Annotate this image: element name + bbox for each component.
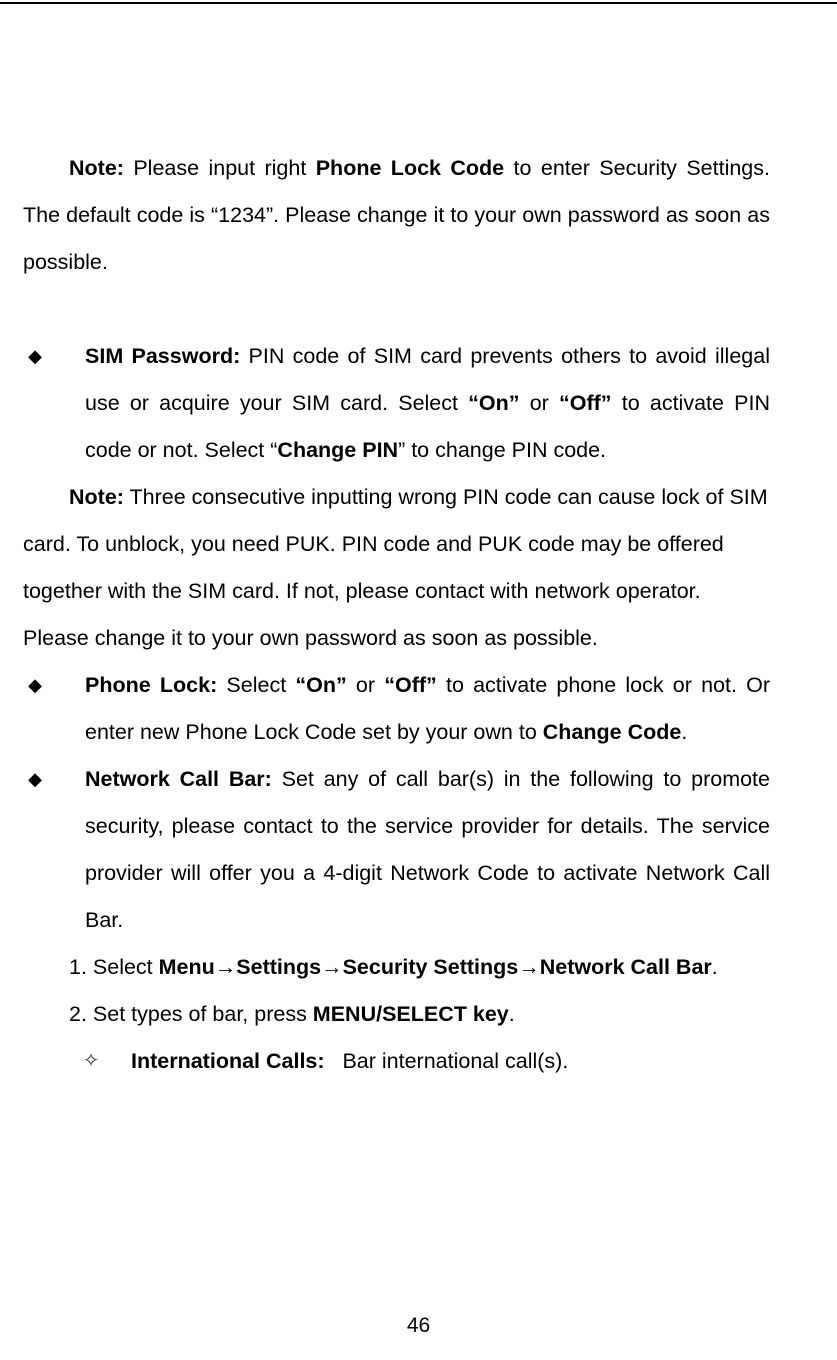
change-pin-term: Change PIN — [277, 438, 399, 462]
phone-lock-text: to activate phone lock or not. Or enter new Phone Lock Code set by your own to — [85, 673, 770, 744]
sim-text: PIN code of SIM card prevents others to avoid illegal use or acquire your SIM card. Select — [85, 344, 770, 415]
step-text: . — [711, 955, 718, 979]
international-calls-item — [23, 1038, 770, 1085]
off-option: “Off” — [559, 391, 612, 415]
page-number: 46 — [406, 1314, 431, 1337]
on-option: “On” — [468, 391, 520, 415]
sim-text: ” to change PIN code. — [398, 438, 607, 462]
note-text: Please input right — [123, 156, 316, 180]
note-label: Note: — [69, 156, 124, 180]
spacer — [23, 286, 770, 333]
note-text: Three consecutive inputting wrong PIN code can cause lock of SIM card. To unblock, you need PUK. PIN code and PUK code may be offered together with the SIM card. If not, please contact with network operator. Please change it to your own password as soon as possible. — [23, 485, 768, 650]
diamond-bullet-icon: ◆ — [28, 346, 42, 366]
menu-select-key-term: MENU/SELECT key — [312, 1002, 509, 1026]
sim-password-label: SIM Password: — [85, 344, 241, 368]
note-text: to enter Security Settings. The default code is “1234”. Please change it to your own password as soon as possible. — [23, 156, 770, 274]
note-label: Note: — [69, 485, 124, 509]
step-text: . — [508, 1002, 515, 1026]
phone-lock-text: or — [346, 673, 385, 697]
note-security-code — [23, 145, 770, 286]
note-pin-lock — [23, 474, 770, 662]
diamond-bullet-icon: ◆ — [28, 769, 42, 789]
diamond-bullet-icon: ◆ — [28, 675, 42, 695]
step-text: 1. Select — [69, 955, 159, 979]
menu-path: Menu→Settings→Security Settings→Network Call Bar — [158, 955, 712, 979]
sim-password-item — [23, 333, 770, 474]
phone-lock-text: Select — [217, 673, 296, 697]
change-code-term: Change Code — [542, 720, 682, 744]
off-option: “Off” — [384, 673, 437, 697]
four-point-star-icon: ✧ — [82, 1050, 100, 1072]
network-call-bar-item — [23, 756, 770, 944]
on-option: “On” — [295, 673, 347, 697]
top-rule — [0, 2, 837, 4]
international-calls-text: Bar international call(s). — [324, 1049, 569, 1073]
step-text: 2. Set types of bar, press — [69, 1002, 313, 1026]
phone-lock-text: . — [681, 720, 688, 744]
phone-lock-label: Phone Lock: — [85, 673, 218, 697]
sim-text: or — [519, 391, 560, 415]
international-calls-label: International Calls: — [131, 1049, 325, 1073]
document-page — [23, 145, 770, 1085]
sim-text: to activate PIN code or not. Select “ — [85, 391, 770, 462]
step-1 — [23, 944, 770, 991]
network-call-bar-label: Network Call Bar: — [85, 767, 272, 791]
phone-lock-code-term: Phone Lock Code — [315, 156, 505, 180]
phone-lock-item — [23, 662, 770, 756]
step-2 — [23, 991, 770, 1038]
call-bar-text: Set any of call bar(s) in the following to promote security, please contact to the service provider for details. The service provider will offer you a 4-digit Network Code to activate Network Call Bar. — [85, 767, 770, 932]
